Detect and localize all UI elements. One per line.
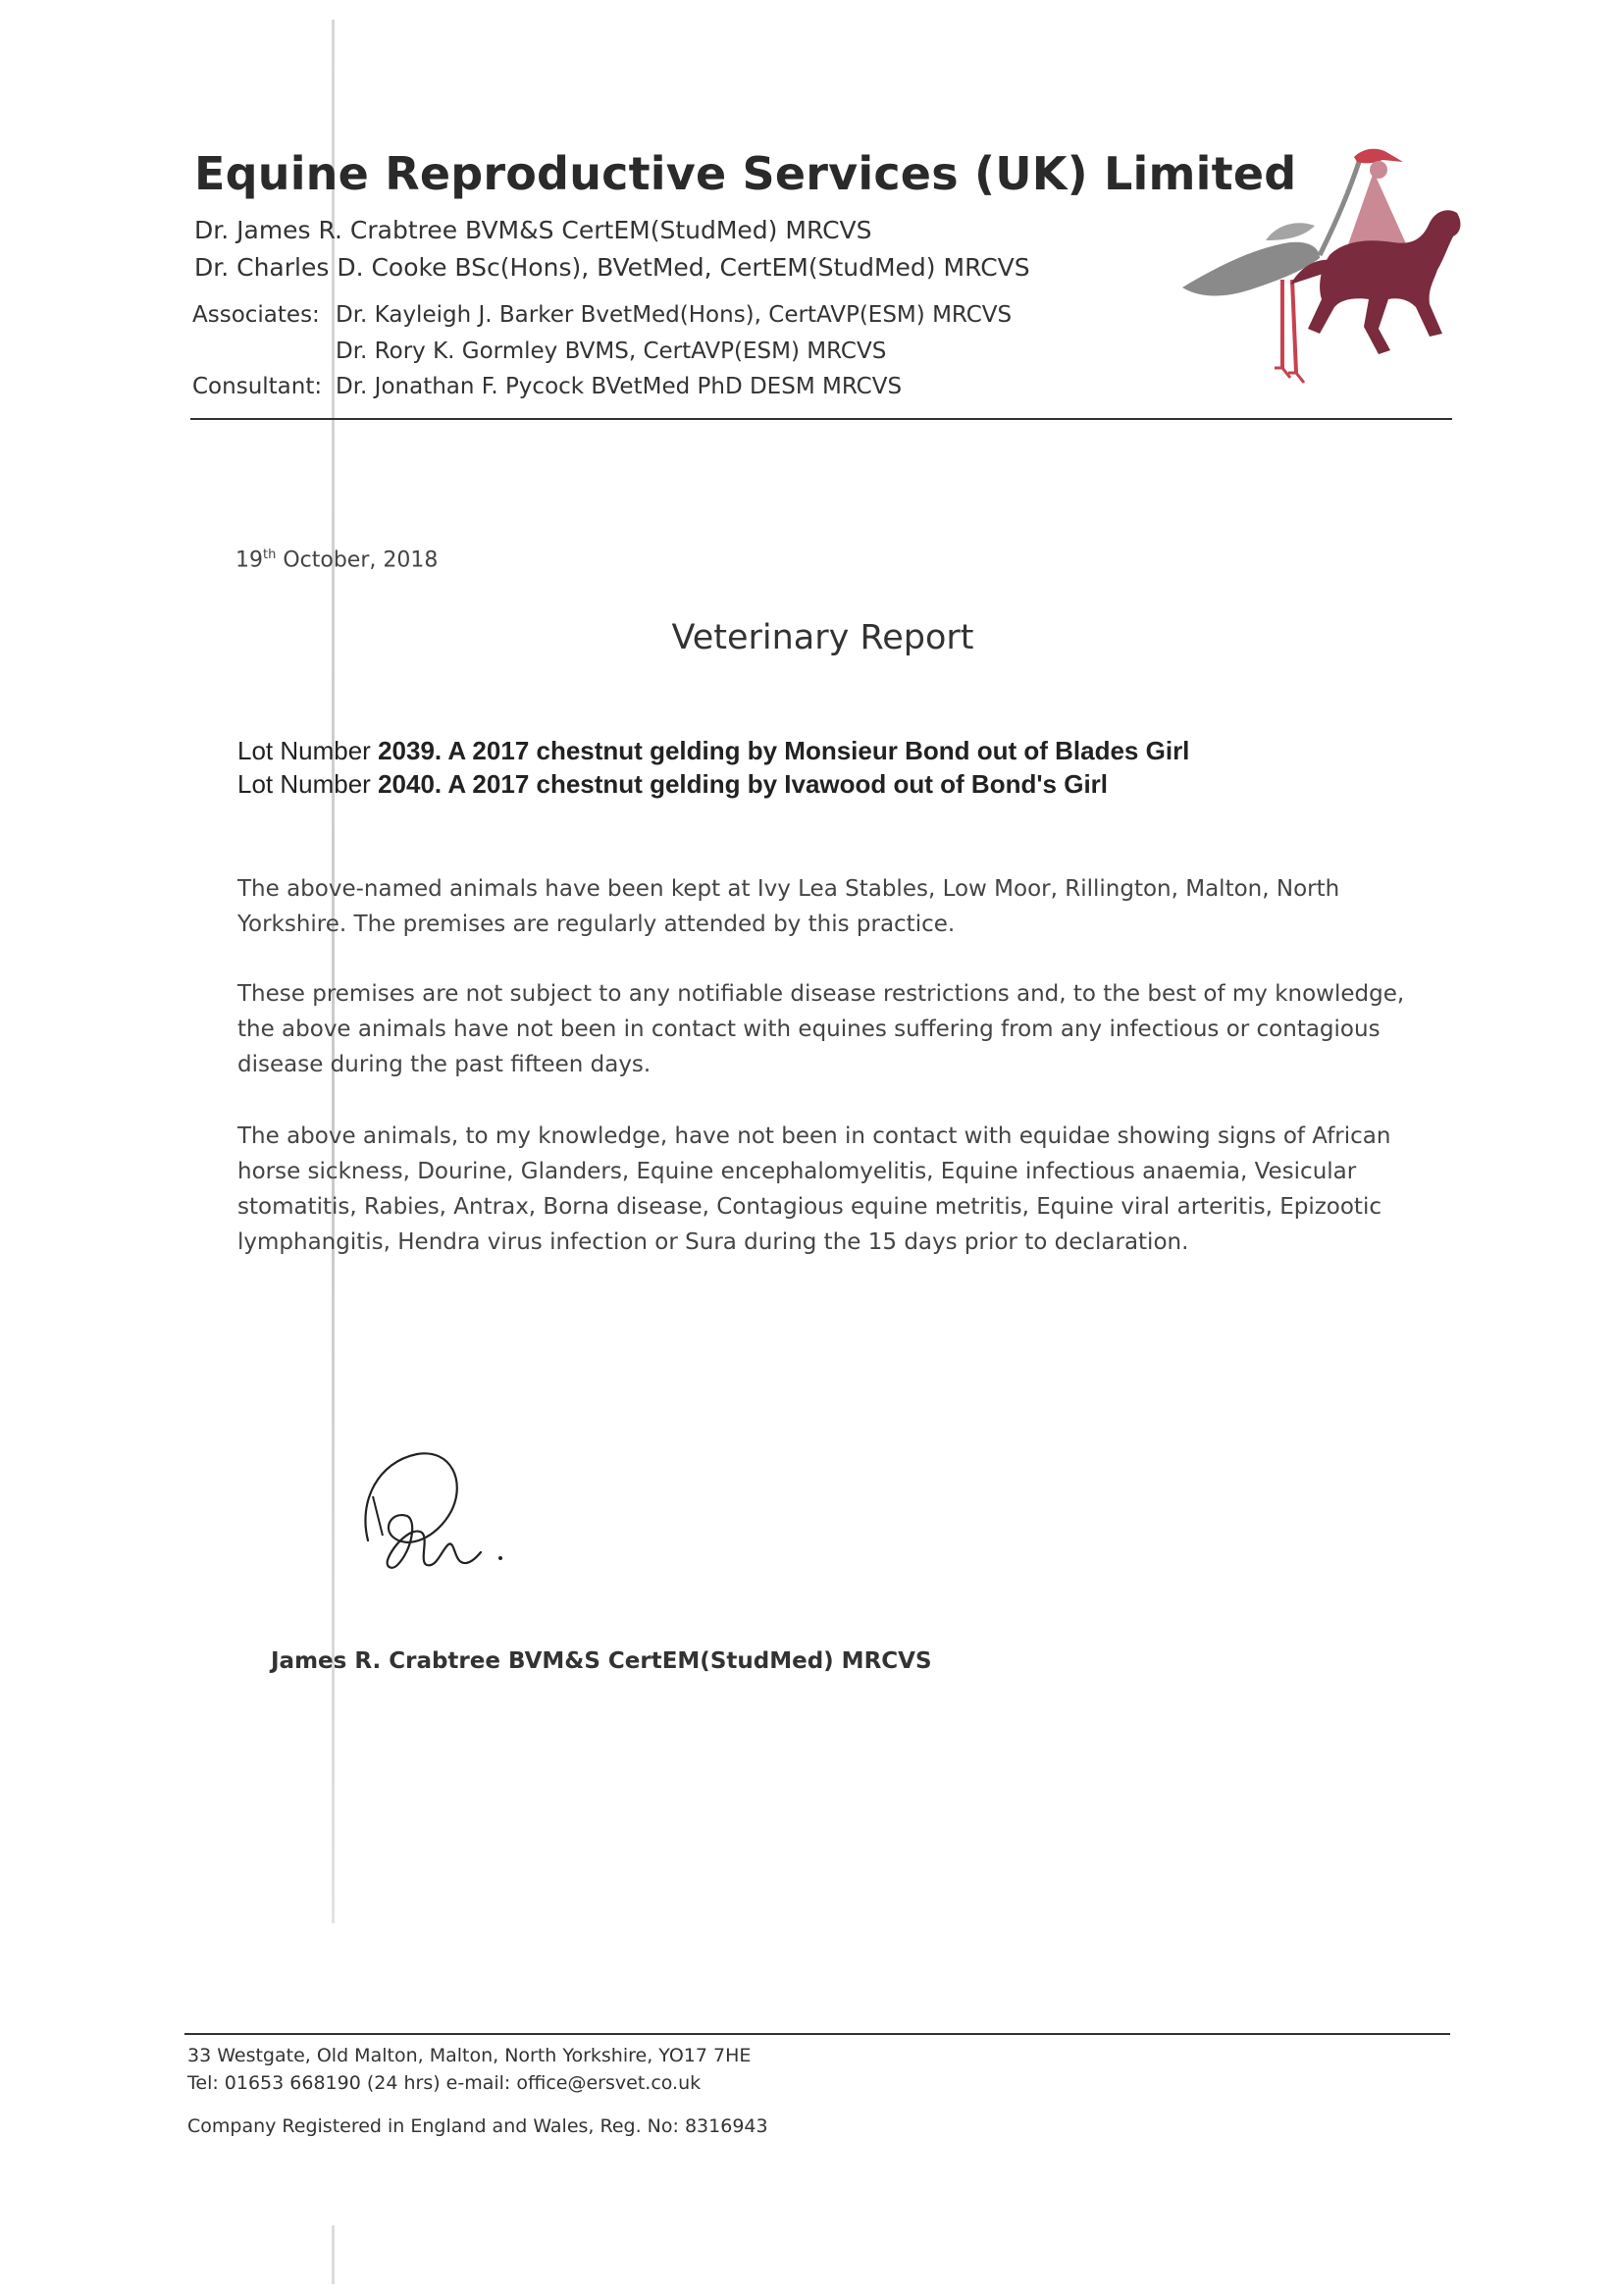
footer-contact: Tel: 01653 668190 (24 hrs) e-mail: office@ersvet.co.uk	[187, 2072, 702, 2094]
footer-registration: Company Registered in England and Wales, Reg. No: 8316943	[187, 2115, 768, 2137]
lot-line	[237, 769, 1108, 800]
partner-line: Dr. Charles D. Cooke BSc(Hons), BVetMed, CertEM(StudMed) MRCVS	[194, 253, 1030, 282]
scan-artifact-line-bottom	[332, 2225, 335, 2284]
stork-foot-shape	[1275, 368, 1304, 383]
consultant-label: Consultant:	[192, 374, 323, 399]
scan-artifact-line	[332, 20, 335, 1923]
consultant-name: Dr. Jonathan F. Pycock BVetMed PhD DESM MRCVS	[336, 374, 903, 399]
body-paragraph: The above animals, to my knowledge, have not been in contact with equidae showing signs of African horse sickness, Dourine, Glanders, Equine encephalomyelitis, Equine infectious anaemia, Vesicular stomatitis, Rabies, Antrax, Borna disease, Contagious equine metritis, Equine viral arteritis, Epizootic lymphangitis, Hendra virus infection or Sura during the 15 days prior to declaration.	[237, 1123, 1391, 1255]
stork-and-horse-logo-icon	[1173, 132, 1467, 388]
signer-name: James R. Crabtree BVM&S CertEM(StudMed) MRCVS	[271, 1648, 932, 1674]
report-title-text: Veterinary Report	[671, 618, 974, 657]
lot-label: Lot Number	[237, 736, 379, 765]
stork-body-shape	[1182, 242, 1320, 296]
handwritten-signature-icon	[339, 1442, 515, 1590]
footer-divider	[184, 2033, 1450, 2035]
associate-name: Dr. Kayleigh J. Barker BvetMed(Hons), CertAVP(ESM) MRCVS	[336, 302, 1013, 328]
date-rest: October, 2018	[276, 548, 439, 573]
stork-wing-shape	[1266, 223, 1315, 240]
lot-detail: 2040. A 2017 chestnut gelding by Ivawood out of Bond's Girl	[378, 769, 1109, 799]
lot-label: Lot Number	[237, 769, 379, 799]
lot-line	[237, 736, 1189, 766]
report-title	[0, 618, 1616, 657]
lot-detail: 2039. A 2017 chestnut gelding by Monsieur Bond out of Blades Girl	[378, 736, 1190, 765]
signature-stroke	[373, 1496, 383, 1536]
document-date	[235, 548, 438, 572]
partner-line: Dr. James R. Crabtree BVM&S CertEM(StudMed) MRCVS	[194, 216, 872, 244]
body-paragraph: These premises are not subject to any notifiable disease restrictions and, to the best of my knowledge, the above animals have not been in contact with equines suffering from any infectious or contagious disease during the past fifteen days.	[237, 981, 1405, 1077]
associate-name: Dr. Rory K. Gormley BVMS, CertAVP(ESM) MRCVS	[336, 339, 887, 364]
stork-leg-shape	[1292, 280, 1296, 373]
signature-dot	[498, 1556, 502, 1560]
rider-head-shape	[1370, 161, 1387, 179]
footer-address: 33 Westgate, Old Malton, Malton, North Yorkshire, YO17 7HE	[187, 2045, 752, 2066]
signature-stroke	[365, 1453, 481, 1567]
body-paragraph: The above-named animals have been kept at Ivy Lea Stables, Low Moor, Rillington, Malton, North Yorkshire. The premises are regularly attended by this practice.	[237, 876, 1340, 937]
date-day: 19	[235, 548, 263, 573]
date-suffix: th	[263, 548, 277, 562]
associates-label: Associates:	[192, 302, 320, 328]
company-name: Equine Reproductive Services (UK) Limited	[194, 147, 1297, 200]
letterhead-divider	[190, 418, 1452, 420]
